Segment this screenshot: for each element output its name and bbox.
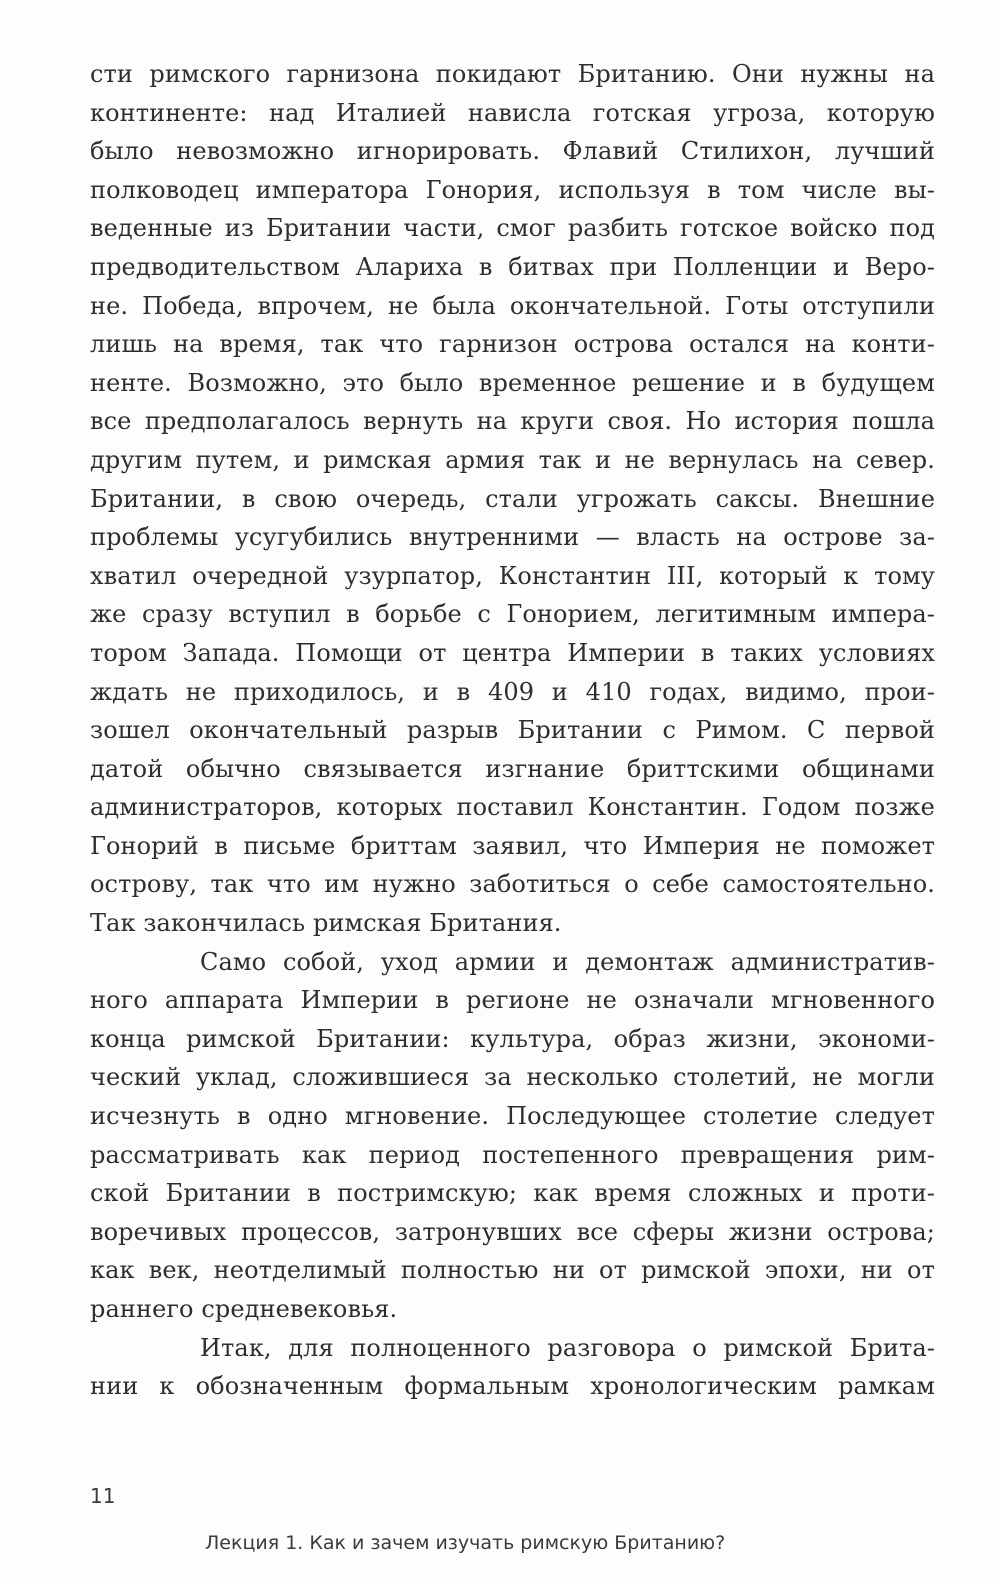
body-text bbox=[90, 55, 935, 1406]
text-line: предводительством Алариха в битвах при Полленции и Веро- bbox=[90, 252, 935, 281]
text-line: не. Победа, впрочем, не была окончательной. Готы отступили bbox=[90, 291, 935, 320]
text-line: ской Британии в постримскую; как время сложных и проти- bbox=[90, 1179, 935, 1208]
text-line: Гонорий в письме бриттам заявил, что Империя не поможет bbox=[90, 831, 935, 860]
paragraph-first-line: Само собой, уход армии и демонтаж административ- bbox=[200, 947, 935, 976]
text-line: же сразу вступил в борьбе с Гонорием, легитимным импера- bbox=[90, 600, 935, 629]
text-line: Так закончилась римская Британия. bbox=[90, 909, 562, 938]
text-line: воречивых процессов, затронувших все сферы жизни острова; bbox=[90, 1217, 935, 1246]
text-line: администраторов, которых поставил Константин. Годом позже bbox=[90, 793, 935, 822]
text-line: проблемы усугубились внутренними — власть на острове за- bbox=[90, 523, 935, 552]
text-line: ненте. Возможно, это было временное решение и в будущем bbox=[90, 368, 935, 397]
text-line: зошел окончательный разрыв Британии с Римом. С первой bbox=[90, 716, 935, 745]
text-line: острову, так что им нужно заботиться о себе самостоятельно. bbox=[90, 870, 935, 899]
text-line: раннего средневековья. bbox=[90, 1295, 398, 1323]
text-line: рассматривать как период постепенного превращения рим- bbox=[90, 1140, 935, 1169]
text-line: было невозможно игнорировать. Флавий Стилихон, лучший bbox=[90, 137, 935, 166]
text-line: веденные из Британии части, смог разбить готское войско под bbox=[90, 214, 935, 243]
text-line: как век, неотделимый полностью ни от римской эпохи, ни от bbox=[90, 1256, 935, 1285]
text-line: континенте: над Италией нависла готская угроза, которую bbox=[90, 98, 935, 127]
text-line: тором Запада. Помощи от центра Империи в таких условиях bbox=[90, 638, 935, 667]
text-line: хватил очередной узурпатор, Константин III, который к тому bbox=[90, 561, 935, 590]
text-line: датой обычно связывается изгнание бриттскими общинами bbox=[90, 754, 935, 783]
text-line: ждать не приходилось, и в 409 и 410 годах, видимо, прои- bbox=[90, 677, 935, 706]
running-footer-title: Лекция 1. Как и зачем изучать римскую Британию? bbox=[205, 1532, 726, 1554]
text-line: все предполагалось вернуть на круги своя. Но история пошла bbox=[90, 407, 935, 436]
text-line: ного аппарата Империи в регионе не означали мгновенного bbox=[90, 986, 935, 1015]
page-number: 11 bbox=[90, 1484, 116, 1508]
paragraph-first-line: Итак, для полноценного разговора о римской Брита- bbox=[200, 1333, 935, 1362]
text-line: Британии, в свою очередь, стали угрожать саксы. Внешние bbox=[90, 484, 935, 513]
text-line: нии к обозначенным формальным хронологическим рамкам bbox=[90, 1372, 935, 1401]
text-line: другим путем, и римская армия так и не вернулась на север. bbox=[90, 445, 935, 474]
text-line: сти римского гарнизона покидают Британию. Они нужны на bbox=[90, 60, 935, 88]
text-line: ческий уклад, сложившиеся за несколько столетий, не могли bbox=[90, 1063, 935, 1092]
text-line: лишь на время, так что гарнизон острова остался на конти- bbox=[90, 330, 935, 359]
text-line: конца римской Британии: культура, образ жизни, экономи- bbox=[90, 1024, 935, 1053]
text-line: исчезнуть в одно мгновение. Последующее столетие следует bbox=[90, 1102, 935, 1131]
text-line: полководец императора Гонория, используя в том числе вы- bbox=[90, 175, 935, 204]
